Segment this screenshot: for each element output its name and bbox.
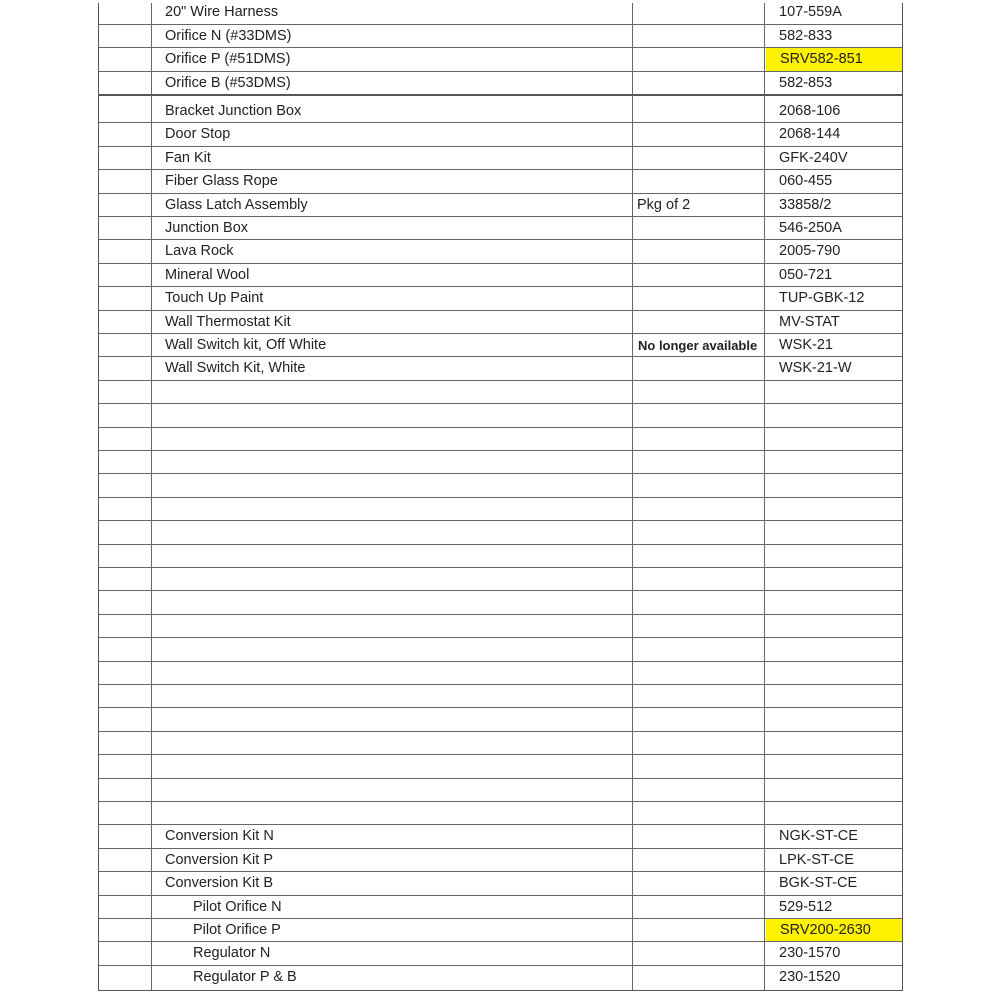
table-row (99, 287, 902, 310)
empty-row (99, 474, 902, 497)
part-number: 582-833 (779, 27, 833, 44)
table-row (99, 357, 902, 380)
item-name: Wall Thermostat Kit (165, 313, 291, 330)
part-number: 060-455 (779, 173, 833, 190)
item-name: Orifice B (#53DMS) (165, 74, 291, 91)
item-name: Wall Switch kit, Off White (165, 337, 327, 353)
part-number: SRV200-2630 (766, 919, 902, 941)
table-row (99, 942, 902, 965)
table-row (99, 217, 902, 240)
part-number: GFK-240V (779, 149, 848, 166)
table-row (99, 240, 902, 263)
item-name: Wall Switch Kit, White (165, 360, 306, 377)
part-number: 529-512 (779, 898, 833, 915)
part-number: WSK-21-W (779, 360, 852, 377)
empty-row (99, 404, 902, 427)
table-row (99, 147, 902, 170)
table-row (99, 25, 902, 49)
item-name: Orifice N (#33DMS) (165, 27, 292, 44)
part-number: 33858/2 (779, 196, 832, 213)
empty-row (99, 568, 902, 591)
item-name: Regulator P & B (193, 968, 297, 985)
part-number: 107-559A (779, 4, 842, 20)
empty-row (99, 498, 902, 521)
table-row (99, 872, 902, 895)
empty-row (99, 662, 902, 685)
empty-row (99, 615, 902, 638)
item-name: Door Stop (165, 126, 231, 143)
empty-row (99, 521, 902, 544)
table-row (99, 48, 902, 72)
part-number: 230-1520 (779, 968, 841, 985)
empty-row (99, 545, 902, 568)
section-divider (99, 94, 902, 96)
part-number: WSK-21 (779, 337, 833, 353)
empty-row (99, 381, 902, 404)
empty-row (99, 755, 902, 778)
item-name: Glass Latch Assembly (165, 196, 308, 213)
item-note: No longer available (638, 338, 758, 353)
empty-row (99, 451, 902, 474)
empty-row (99, 732, 902, 755)
empty-row (99, 779, 902, 802)
item-name: Bracket Junction Box (165, 103, 302, 119)
table-row (99, 1, 902, 25)
part-number: 2005-790 (779, 243, 841, 260)
table-row (99, 170, 902, 193)
empty-row (99, 638, 902, 661)
item-name: Regulator N (193, 945, 271, 962)
item-name: Junction Box (165, 220, 249, 236)
part-number: BGK-ST-CE (779, 875, 858, 892)
item-name: Pilot Orifice P (193, 922, 281, 938)
table-row (99, 849, 902, 872)
item-name: Lava Rock (165, 243, 234, 260)
part-number: 050-721 (779, 266, 833, 283)
part-number: LPK-ST-CE (779, 851, 854, 868)
empty-row (99, 428, 902, 451)
item-name: Conversion Kit N (165, 828, 274, 845)
part-number: 2068-144 (779, 126, 841, 143)
part-number: MV-STAT (779, 313, 840, 330)
empty-row (99, 708, 902, 731)
table-row (99, 100, 902, 123)
item-name: Fan Kit (165, 149, 211, 166)
table-row (99, 72, 902, 96)
empty-row (99, 591, 902, 614)
part-number: NGK-ST-CE (779, 828, 858, 845)
table-row (99, 264, 902, 287)
item-name: Conversion Kit B (165, 875, 273, 892)
part-number: TUP-GBK-12 (779, 290, 865, 307)
part-number: 2068-106 (779, 103, 841, 119)
item-name: Orifice P (#51DMS) (165, 51, 291, 67)
table-row (99, 194, 902, 217)
empty-row (99, 802, 902, 825)
item-name: Pilot Orifice N (193, 898, 282, 915)
part-number: 546-250A (779, 220, 842, 236)
part-number: 230-1570 (779, 945, 841, 962)
table-row (99, 966, 902, 989)
item-name: 20" Wire Harness (165, 4, 279, 20)
table-row (99, 919, 902, 942)
item-note: Pkg of 2 (637, 196, 691, 213)
part-number: 582-853 (779, 74, 833, 91)
part-number: SRV582-851 (766, 48, 902, 71)
table-row (99, 896, 902, 919)
item-name: Touch Up Paint (165, 290, 264, 307)
item-name: Mineral Wool (165, 266, 250, 283)
item-name: Conversion Kit P (165, 851, 273, 868)
table-row (99, 825, 902, 848)
table-row (99, 123, 902, 146)
table-row (99, 334, 902, 357)
empty-row (99, 685, 902, 708)
item-name: Fiber Glass Rope (165, 173, 278, 190)
table-row (99, 311, 902, 334)
parts-table (98, 3, 903, 991)
